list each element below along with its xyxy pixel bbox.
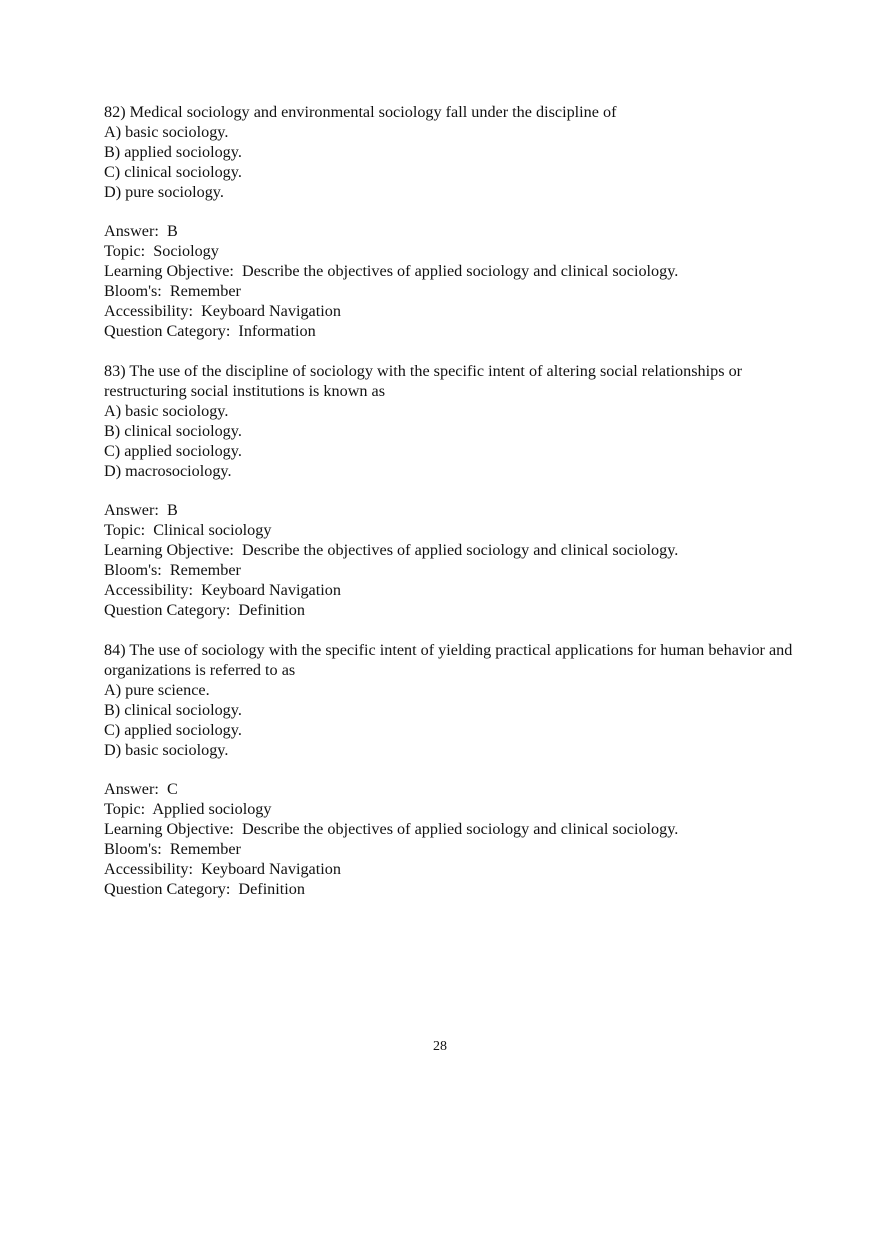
- question-category-line: Question Category: Information: [104, 322, 316, 340]
- option-b: B) clinical sociology.: [104, 422, 242, 440]
- topic-line: Topic: Clinical sociology: [104, 521, 272, 539]
- learning-objective-line: Learning Objective: Describe the objectives of applied sociology and clinical sociology.: [104, 541, 679, 559]
- topic-line: Topic: Applied sociology: [104, 800, 272, 818]
- accessibility-line: Accessibility: Keyboard Navigation: [104, 581, 341, 599]
- option-c: C) applied sociology.: [104, 721, 242, 739]
- option-d: D) basic sociology.: [104, 741, 229, 759]
- option-b: B) applied sociology.: [104, 143, 242, 161]
- option-b: B) clinical sociology.: [104, 701, 242, 719]
- answer-metadata: [104, 221, 794, 341]
- accessibility-line: Accessibility: Keyboard Navigation: [104, 302, 341, 320]
- answer-line: Answer: C: [104, 780, 178, 798]
- page-number: 28: [433, 1039, 447, 1054]
- learning-objective-line: Learning Objective: Describe the objectives of applied sociology and clinical sociology.: [104, 820, 679, 838]
- accessibility-line: Accessibility: Keyboard Navigation: [104, 860, 341, 878]
- option-d: D) macrosociology.: [104, 462, 232, 480]
- blooms-line: Bloom's: Remember: [104, 561, 241, 579]
- question-text: 82) Medical sociology and environmental sociology fall under the discipline of: [104, 103, 617, 121]
- blooms-line: Bloom's: Remember: [104, 840, 241, 858]
- question-82: [104, 102, 794, 341]
- answer-line: Answer: B: [104, 222, 178, 240]
- question-text: 83) The use of the discipline of sociology with the specific intent of altering social relationships or restructuring social institutions is known as: [104, 362, 747, 400]
- option-a: A) basic sociology.: [104, 402, 229, 420]
- answer-metadata: [104, 500, 794, 620]
- topic-line: Topic: Sociology: [104, 242, 219, 260]
- blooms-line: Bloom's: Remember: [104, 282, 241, 300]
- option-a: A) pure science.: [104, 681, 210, 699]
- question-84: [104, 640, 797, 899]
- answer-metadata: [104, 779, 794, 899]
- answer-line: Answer: B: [104, 501, 178, 519]
- option-c: C) applied sociology.: [104, 442, 242, 460]
- document-page: [104, 102, 797, 919]
- question-category-line: Question Category: Definition: [104, 880, 305, 898]
- option-c: C) clinical sociology.: [104, 163, 242, 181]
- option-a: A) basic sociology.: [104, 123, 229, 141]
- question-category-line: Question Category: Definition: [104, 601, 305, 619]
- option-d: D) pure sociology.: [104, 183, 224, 201]
- learning-objective-line: Learning Objective: Describe the objectives of applied sociology and clinical sociology.: [104, 262, 679, 280]
- question-text: 84) The use of sociology with the specific intent of yielding practical applications for human behavior and organizations is referred to as: [104, 641, 797, 679]
- question-83: [104, 361, 794, 620]
